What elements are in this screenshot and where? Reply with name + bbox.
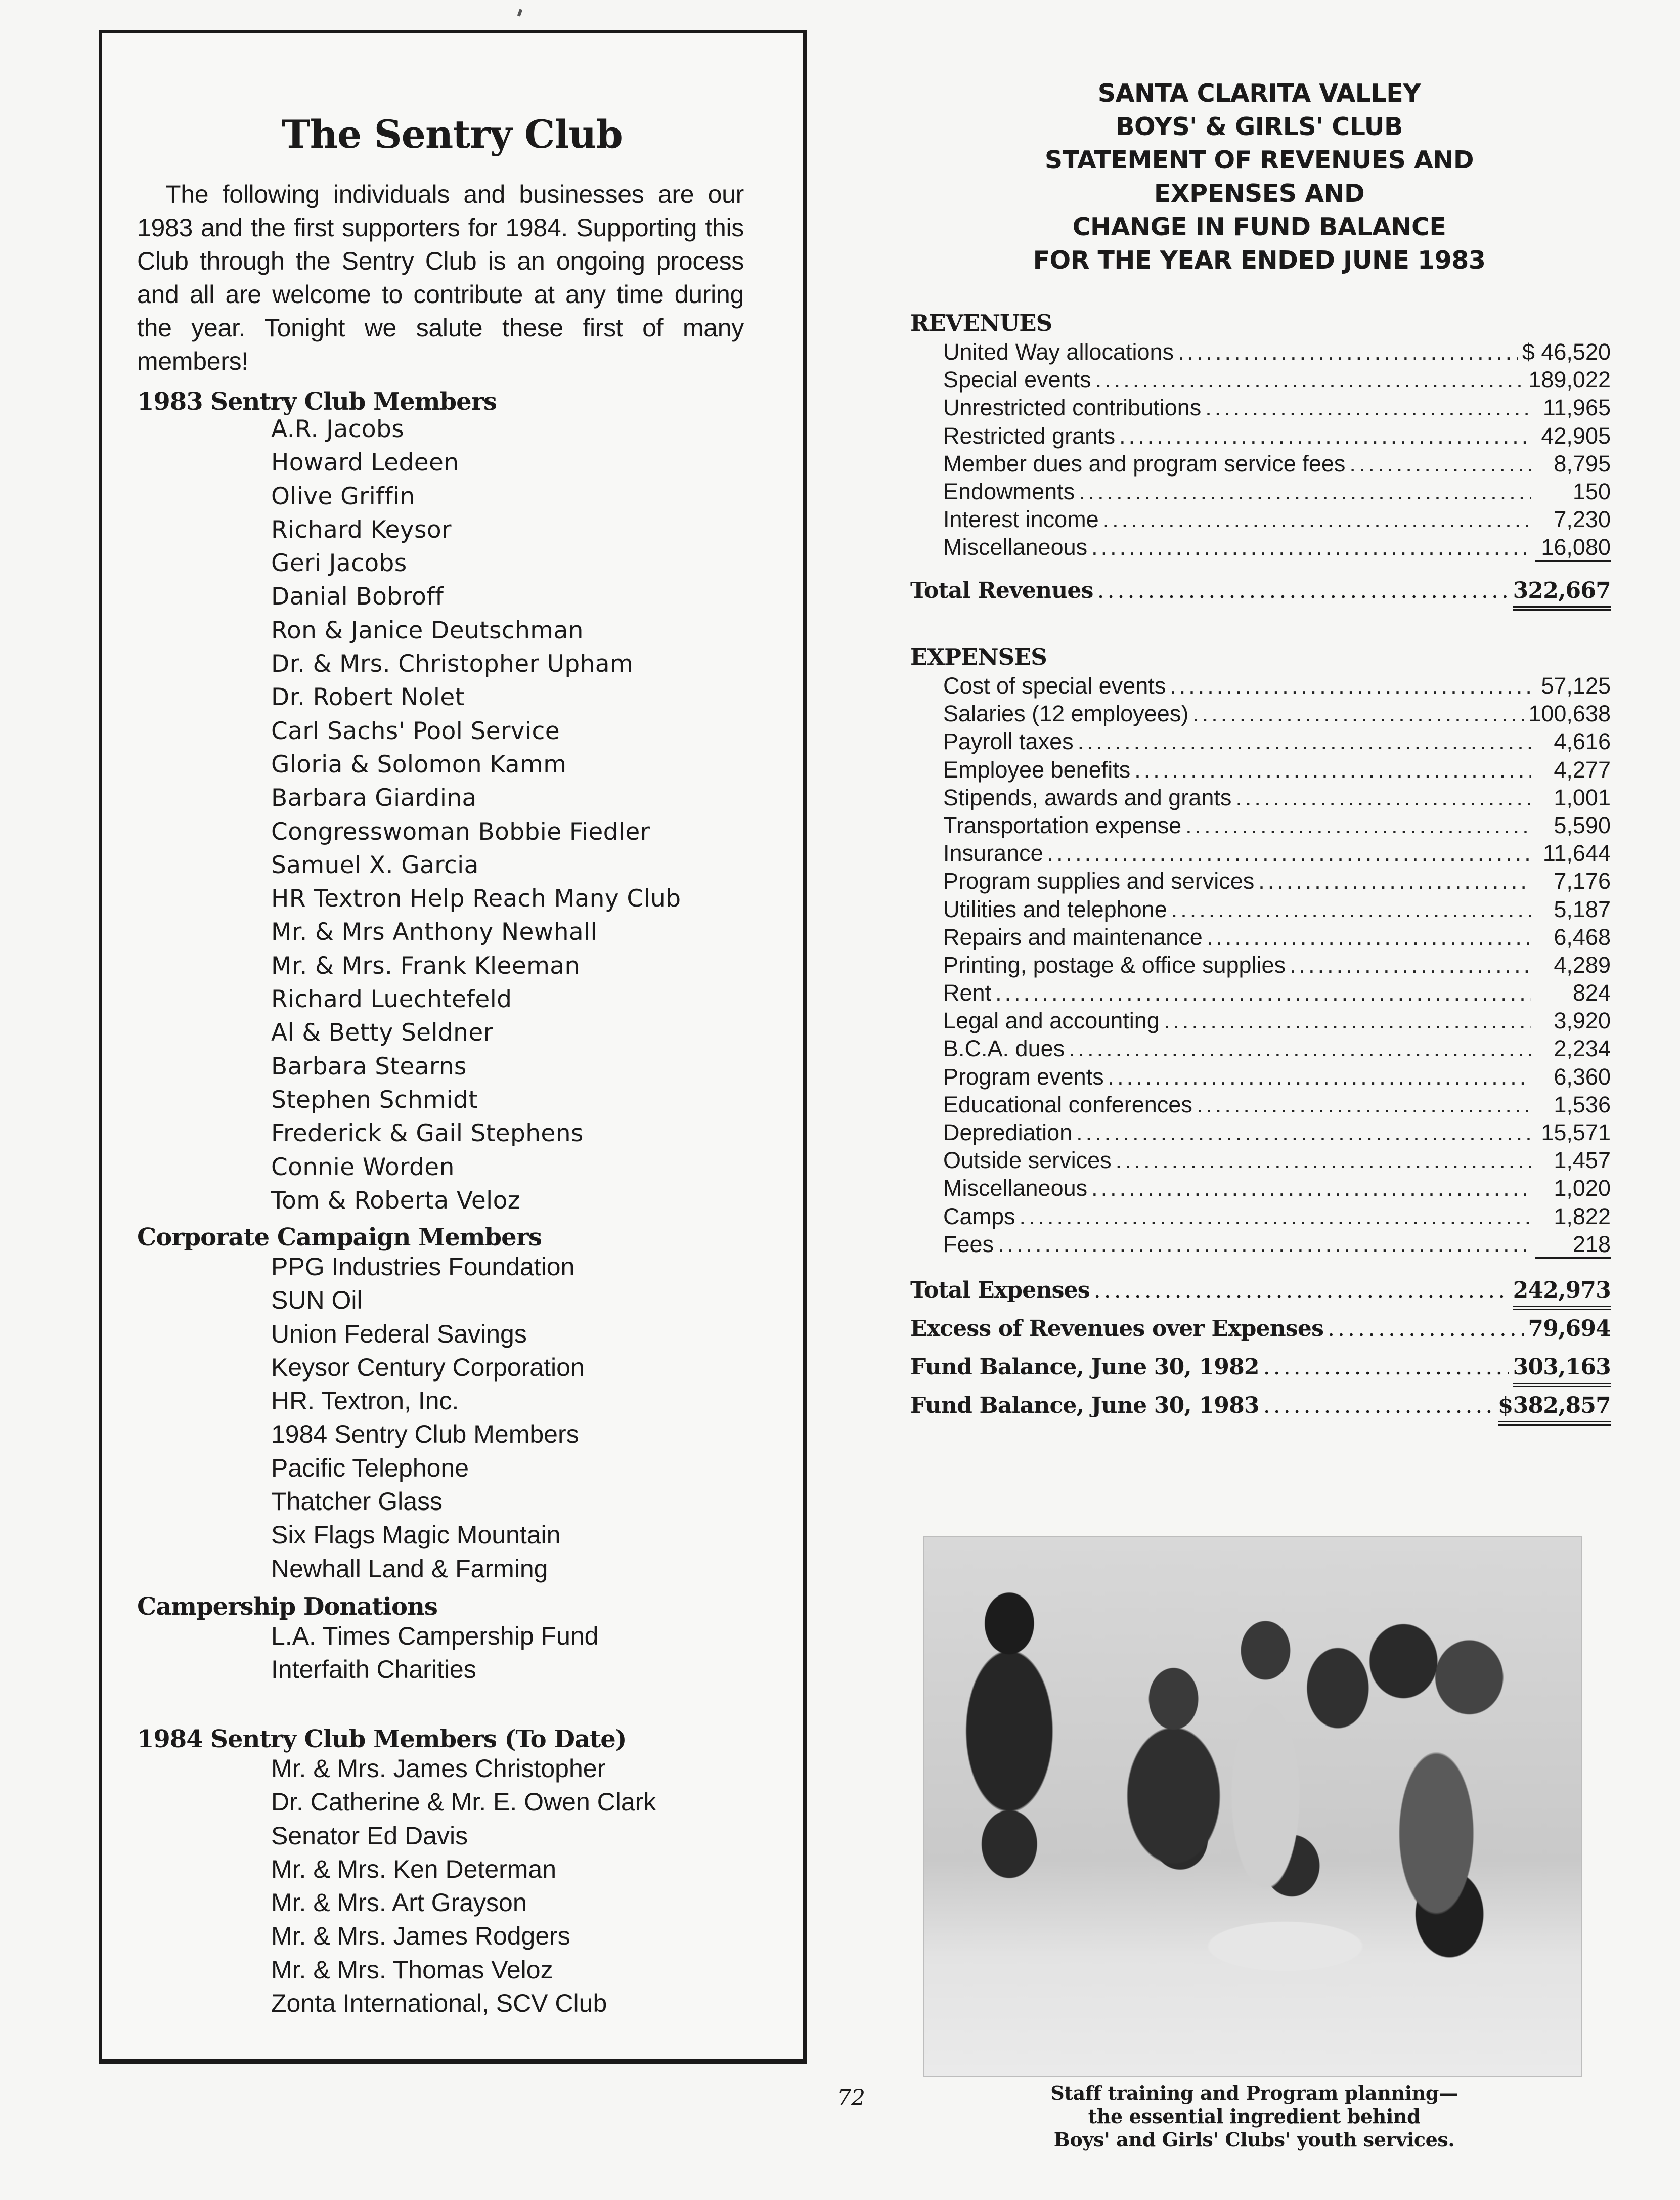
member-name: HR. Textron, Inc.: [271, 1387, 459, 1415]
ledger-row: [910, 1202, 1611, 1230]
leader-dots: [1235, 784, 1531, 811]
ledger-label: Repairs and maintenance: [943, 924, 1203, 950]
member-name: Stephen Schmidt: [271, 1086, 478, 1114]
ledger-label: Salaries (12 employees): [943, 701, 1189, 727]
total-revenues-row: [910, 572, 1611, 610]
ledger-label: Deprediation: [943, 1119, 1073, 1145]
leader-dots: [1119, 422, 1531, 450]
member-name: Mr. & Mrs. James Rodgers: [271, 1922, 570, 1951]
staff-photo: [923, 1536, 1582, 2077]
member-name: A.R. Jacobs: [271, 415, 405, 443]
member-name: SUN Oil: [271, 1286, 363, 1315]
section-heading-1984-members: 1984 Sentry Club Members (To Date): [137, 1725, 627, 1753]
ledger-row: [910, 478, 1611, 505]
leader-dots: [1185, 811, 1531, 839]
ledger-row: [910, 422, 1611, 450]
ledger-row: [910, 366, 1611, 394]
ledger-amount: 1,020: [1554, 1175, 1611, 1201]
member-list-1983: [271, 413, 681, 1218]
ledger-row: [910, 784, 1611, 811]
ledger-row: [910, 811, 1611, 839]
excess-revenues-row: [910, 1310, 1611, 1348]
statement-title-line: STATEMENT OF REVENUES AND: [1044, 146, 1474, 175]
ledger-label: Employee benefits: [943, 756, 1131, 783]
ledger-amount: 7,176: [1554, 868, 1611, 894]
excess-revenues-label: Excess of Revenues over Expenses: [910, 1315, 1324, 1342]
member-name: Carl Sachs' Pool Service: [271, 717, 560, 745]
ledger-label: Unrestricted contributions: [943, 395, 1202, 421]
statement-title: [895, 77, 1623, 277]
leader-dots: [1079, 478, 1531, 505]
member-name: L.A. Times Campership Fund: [271, 1622, 599, 1650]
ledger-amount: 824: [1572, 980, 1611, 1006]
ledger-label: Fees: [943, 1231, 994, 1257]
member-name: Congresswoman Bobbie Fiedler: [271, 817, 650, 846]
ledger-label: Miscellaneous: [943, 1175, 1088, 1201]
ledger-label: Camps: [943, 1203, 1015, 1229]
ledger-label: Miscellaneous: [943, 534, 1088, 560]
member-name: Mr. & Mrs. Art Grayson: [271, 1888, 527, 1917]
member-name: Frederick & Gail Stephens: [271, 1119, 584, 1148]
statement-title-line: SANTA CLARITA VALLEY: [1097, 79, 1421, 108]
leader-dots: [1103, 505, 1531, 533]
ledger-amount: 2,234: [1554, 1036, 1611, 1062]
ledger-row: [910, 979, 1611, 1007]
member-name: Howard Ledeen: [271, 449, 459, 477]
caption-line: Staff training and Program planning—: [1050, 2082, 1458, 2104]
ledger-amount: 7,230: [1554, 506, 1611, 533]
ledger-row: [910, 1118, 1611, 1146]
statement-title-line: BOYS' & GIRLS' CLUB: [1116, 112, 1403, 141]
ledger-row: [910, 951, 1611, 979]
member-name: Mr. & Mrs Anthony Newhall: [271, 918, 598, 946]
ledger-amount: 1,536: [1554, 1091, 1611, 1117]
ledger-amount: 5,187: [1554, 896, 1611, 922]
ledger-row: [910, 1146, 1611, 1174]
leader-dots: [1164, 1007, 1531, 1034]
ledger-row: [910, 1230, 1611, 1258]
ledger-amount: 57,125: [1541, 673, 1611, 699]
leader-dots: [1076, 1118, 1531, 1146]
member-name: Zonta International, SCV Club: [271, 1989, 607, 2018]
ledger-amount: 189,022: [1528, 367, 1611, 393]
ledger-amount: 100,638: [1528, 701, 1611, 727]
leader-dots: [1108, 1063, 1531, 1091]
member-name: Mr. & Mrs. James Christopher: [271, 1754, 606, 1783]
ledger-row: [910, 895, 1611, 923]
ledger-label: Program supplies and services: [943, 868, 1255, 894]
member-name: Interfaith Charities: [271, 1655, 476, 1684]
leader-dots: [1178, 338, 1518, 366]
ledger-amount: $ 46,520: [1522, 339, 1611, 365]
fund-balance-1982-label: Fund Balance, June 30, 1982: [910, 1354, 1259, 1380]
leader-dots: [995, 979, 1531, 1007]
leader-dots: [1091, 1174, 1531, 1202]
ledger-label: Legal and accounting: [943, 1008, 1160, 1034]
ledger-amount: 3,920: [1554, 1008, 1611, 1034]
ledger-row: [910, 1091, 1611, 1118]
revenues-section: [910, 309, 1611, 610]
member-name: Mr. & Mrs. Frank Kleeman: [271, 952, 580, 980]
ledger-row: [910, 867, 1611, 895]
ledger-label: Educational conferences: [943, 1091, 1192, 1117]
member-name: Barbara Stearns: [271, 1052, 467, 1081]
revenue-items: [910, 338, 1611, 562]
member-name: Six Flags Magic Mountain: [271, 1521, 561, 1549]
member-name: Dr. & Mrs. Christopher Upham: [271, 650, 634, 678]
ledger-amount: 8,795: [1554, 450, 1611, 477]
ledger-label: Member dues and program service fees: [943, 450, 1346, 477]
fund-balance-1983-row: [910, 1387, 1611, 1425]
ledger-label: United Way allocations: [943, 339, 1174, 365]
ledger-row: [910, 338, 1611, 366]
ledger-label: Special events: [943, 367, 1091, 393]
leader-dots: [1134, 756, 1531, 784]
ledger-label: Outside services: [943, 1147, 1112, 1174]
ledger-label: Insurance: [943, 840, 1043, 867]
ledger-amount: 5,590: [1554, 812, 1611, 838]
ledger-amount: 4,289: [1554, 952, 1611, 978]
fund-balance-1982-amount: 303,163: [1513, 1352, 1611, 1387]
ledger-amount: 6,468: [1554, 924, 1611, 950]
ledger-amount: 6,360: [1554, 1063, 1611, 1090]
ledger-label: Utilities and telephone: [943, 896, 1167, 922]
expenses-heading: EXPENSES: [910, 643, 1047, 670]
member-name: Keysor Century Corporation: [271, 1353, 585, 1382]
member-name: Richard Keysor: [271, 515, 452, 544]
member-name: PPG Industries Foundation: [271, 1253, 575, 1281]
ledger-amount: 218: [1535, 1232, 1611, 1259]
ledger-row: [910, 727, 1611, 755]
sentry-club-title: The Sentry Club: [282, 112, 623, 157]
ledger-amount: 11,644: [1542, 840, 1611, 867]
caption-line: Boys' and Girls' Clubs' youth services.: [1053, 2128, 1455, 2151]
ledger-label: Program events: [943, 1063, 1104, 1090]
member-name: Mr. & Mrs. Ken Determan: [271, 1854, 557, 1883]
ledger-row: [910, 672, 1611, 700]
photo-caption: [910, 2082, 1598, 2151]
total-expenses-amount: 242,973: [1513, 1275, 1611, 1310]
ledger-amount: 1,822: [1554, 1203, 1611, 1229]
ledger-label: Restricted grants: [943, 422, 1116, 449]
fund-balance-1983-amount: $382,857: [1498, 1391, 1611, 1426]
ledger-amount: 4,277: [1554, 756, 1611, 783]
member-name: Newhall Land & Farming: [271, 1554, 548, 1583]
fund-balance-1982-row: [910, 1348, 1611, 1387]
section-heading-campership: Campership Donations: [137, 1592, 437, 1621]
ledger-label: Rent: [943, 980, 992, 1006]
member-name: Dr. Catherine & Mr. E. Owen Clark: [271, 1788, 656, 1817]
leader-dots: [1263, 1387, 1494, 1425]
ledger-amount: 1,001: [1554, 784, 1611, 810]
ledger-label: Payroll taxes: [943, 728, 1074, 755]
ledger-label: Stipends, awards and grants: [943, 784, 1232, 810]
ledger-amount: 4,616: [1554, 728, 1611, 755]
member-list-corporate: [271, 1250, 585, 1585]
member-name: Richard Luechtefeld: [271, 985, 512, 1014]
ledger-row: [910, 1034, 1611, 1062]
ledger-row: [910, 533, 1611, 561]
leader-dots: [1091, 533, 1531, 561]
member-name: Ron & Janice Deutschman: [271, 616, 584, 644]
page-number: 72: [837, 2085, 865, 2111]
leader-dots: [1170, 672, 1531, 700]
member-list-1984: [271, 1752, 656, 2020]
leader-dots: [1207, 923, 1531, 951]
member-name: Union Federal Savings: [271, 1319, 527, 1348]
leader-dots: [998, 1230, 1531, 1258]
ledger-amount: 15,571: [1541, 1119, 1611, 1145]
expense-items: [910, 672, 1611, 1258]
sentry-club-intro: The following individuals and businesses are our 1983 and the first supporters for 1984. Supporting this Club through the Sentry Club is an ongoing process and all are welcome to contribute at any time during the year. Tonight we salute these first of many members!: [137, 180, 744, 375]
leader-dots: [1171, 895, 1531, 923]
ledger-row: [910, 394, 1611, 421]
leader-dots: [1047, 839, 1531, 867]
leader-dots: [1192, 700, 1524, 727]
total-expenses-row: [910, 1271, 1611, 1310]
excess-revenues-amount: 79,694: [1528, 1315, 1611, 1342]
ledger-label: B.C.A. dues: [943, 1036, 1065, 1062]
member-name: Olive Griffin: [271, 482, 415, 510]
section-heading-1983-members: 1983 Sentry Club Members: [137, 387, 497, 416]
total-expenses-label: Total Expenses: [910, 1277, 1090, 1303]
ledger-row: [910, 1007, 1611, 1034]
statement-title-line: CHANGE IN FUND BALANCE: [1072, 212, 1446, 241]
member-name: HR Textron Help Reach Many Club: [271, 885, 681, 913]
print-speck: [517, 9, 522, 16]
fund-balance-1983-label: Fund Balance, June 30, 1983: [910, 1392, 1259, 1418]
leader-dots: [1197, 1091, 1531, 1118]
caption-line: the essential ingredient behind: [1088, 2105, 1421, 2128]
statement-title-line: FOR THE YEAR ENDED JUNE 1983: [1033, 246, 1486, 275]
section-heading-corporate: Corporate Campaign Members: [137, 1223, 542, 1252]
member-name: Tom & Roberta Veloz: [271, 1186, 520, 1215]
ledger-label: Transportation expense: [943, 812, 1182, 838]
leader-dots: [1328, 1310, 1524, 1348]
ledger-row: [910, 923, 1611, 951]
member-name: Pacific Telephone: [271, 1453, 469, 1482]
ledger-row: [910, 700, 1611, 727]
sentry-club-box: [99, 30, 807, 2064]
member-name: Samuel X. Garcia: [271, 851, 479, 879]
leader-dots: [1095, 366, 1525, 394]
ledger-row: [910, 1174, 1611, 1202]
leader-dots: [1349, 450, 1531, 478]
total-revenues-label: Total Revenues: [910, 577, 1093, 603]
leader-dots: [1258, 867, 1531, 895]
expenses-section: [910, 642, 1611, 1425]
ledger-amount: 150: [1572, 478, 1611, 504]
ledger-row: [910, 450, 1611, 478]
ledger-amount: 16,080: [1535, 535, 1611, 562]
member-name: Gloria & Solomon Kamm: [271, 750, 567, 779]
ledger-row: [910, 505, 1611, 533]
member-name: Dr. Robert Nolet: [271, 683, 465, 712]
member-name: 1984 Sentry Club Members: [271, 1420, 579, 1449]
member-name: Danial Bobroff: [271, 583, 444, 611]
statement-title-line: EXPENSES AND: [1154, 179, 1365, 208]
member-name: Senator Ed Davis: [271, 1821, 468, 1850]
member-name: Geri Jacobs: [271, 549, 407, 578]
leader-dots: [1205, 394, 1531, 421]
ledger-amount: 42,905: [1541, 422, 1611, 449]
leader-dots: [1069, 1034, 1531, 1062]
ledger-amount: 1,457: [1554, 1147, 1611, 1174]
member-name: Connie Worden: [271, 1153, 455, 1181]
leader-dots: [1078, 727, 1531, 755]
ledger-row: [910, 1063, 1611, 1091]
leader-dots: [1094, 1271, 1509, 1310]
ledger-row: [910, 839, 1611, 867]
ledger-amount: 11,965: [1542, 395, 1611, 421]
member-list-campership: [271, 1619, 599, 1687]
leader-dots: [1097, 572, 1509, 610]
leader-dots: [1263, 1348, 1509, 1387]
ledger-row: [910, 756, 1611, 784]
leader-dots: [1290, 951, 1531, 979]
member-name: Thatcher Glass: [271, 1487, 443, 1516]
member-name: Barbara Giardina: [271, 784, 477, 812]
leader-dots: [1020, 1202, 1531, 1230]
ledger-label: Endowments: [943, 478, 1075, 504]
ledger-label: Cost of special events: [943, 673, 1166, 699]
member-name: Al & Betty Seldner: [271, 1019, 494, 1047]
ledger-label: Interest income: [943, 506, 1099, 533]
leader-dots: [1116, 1146, 1531, 1174]
total-revenues-amount: 322,667: [1513, 576, 1611, 611]
ledger-label: Printing, postage & office supplies: [943, 952, 1286, 978]
member-name: Mr. & Mrs. Thomas Veloz: [271, 1955, 553, 1984]
revenues-heading: REVENUES: [910, 310, 1052, 336]
